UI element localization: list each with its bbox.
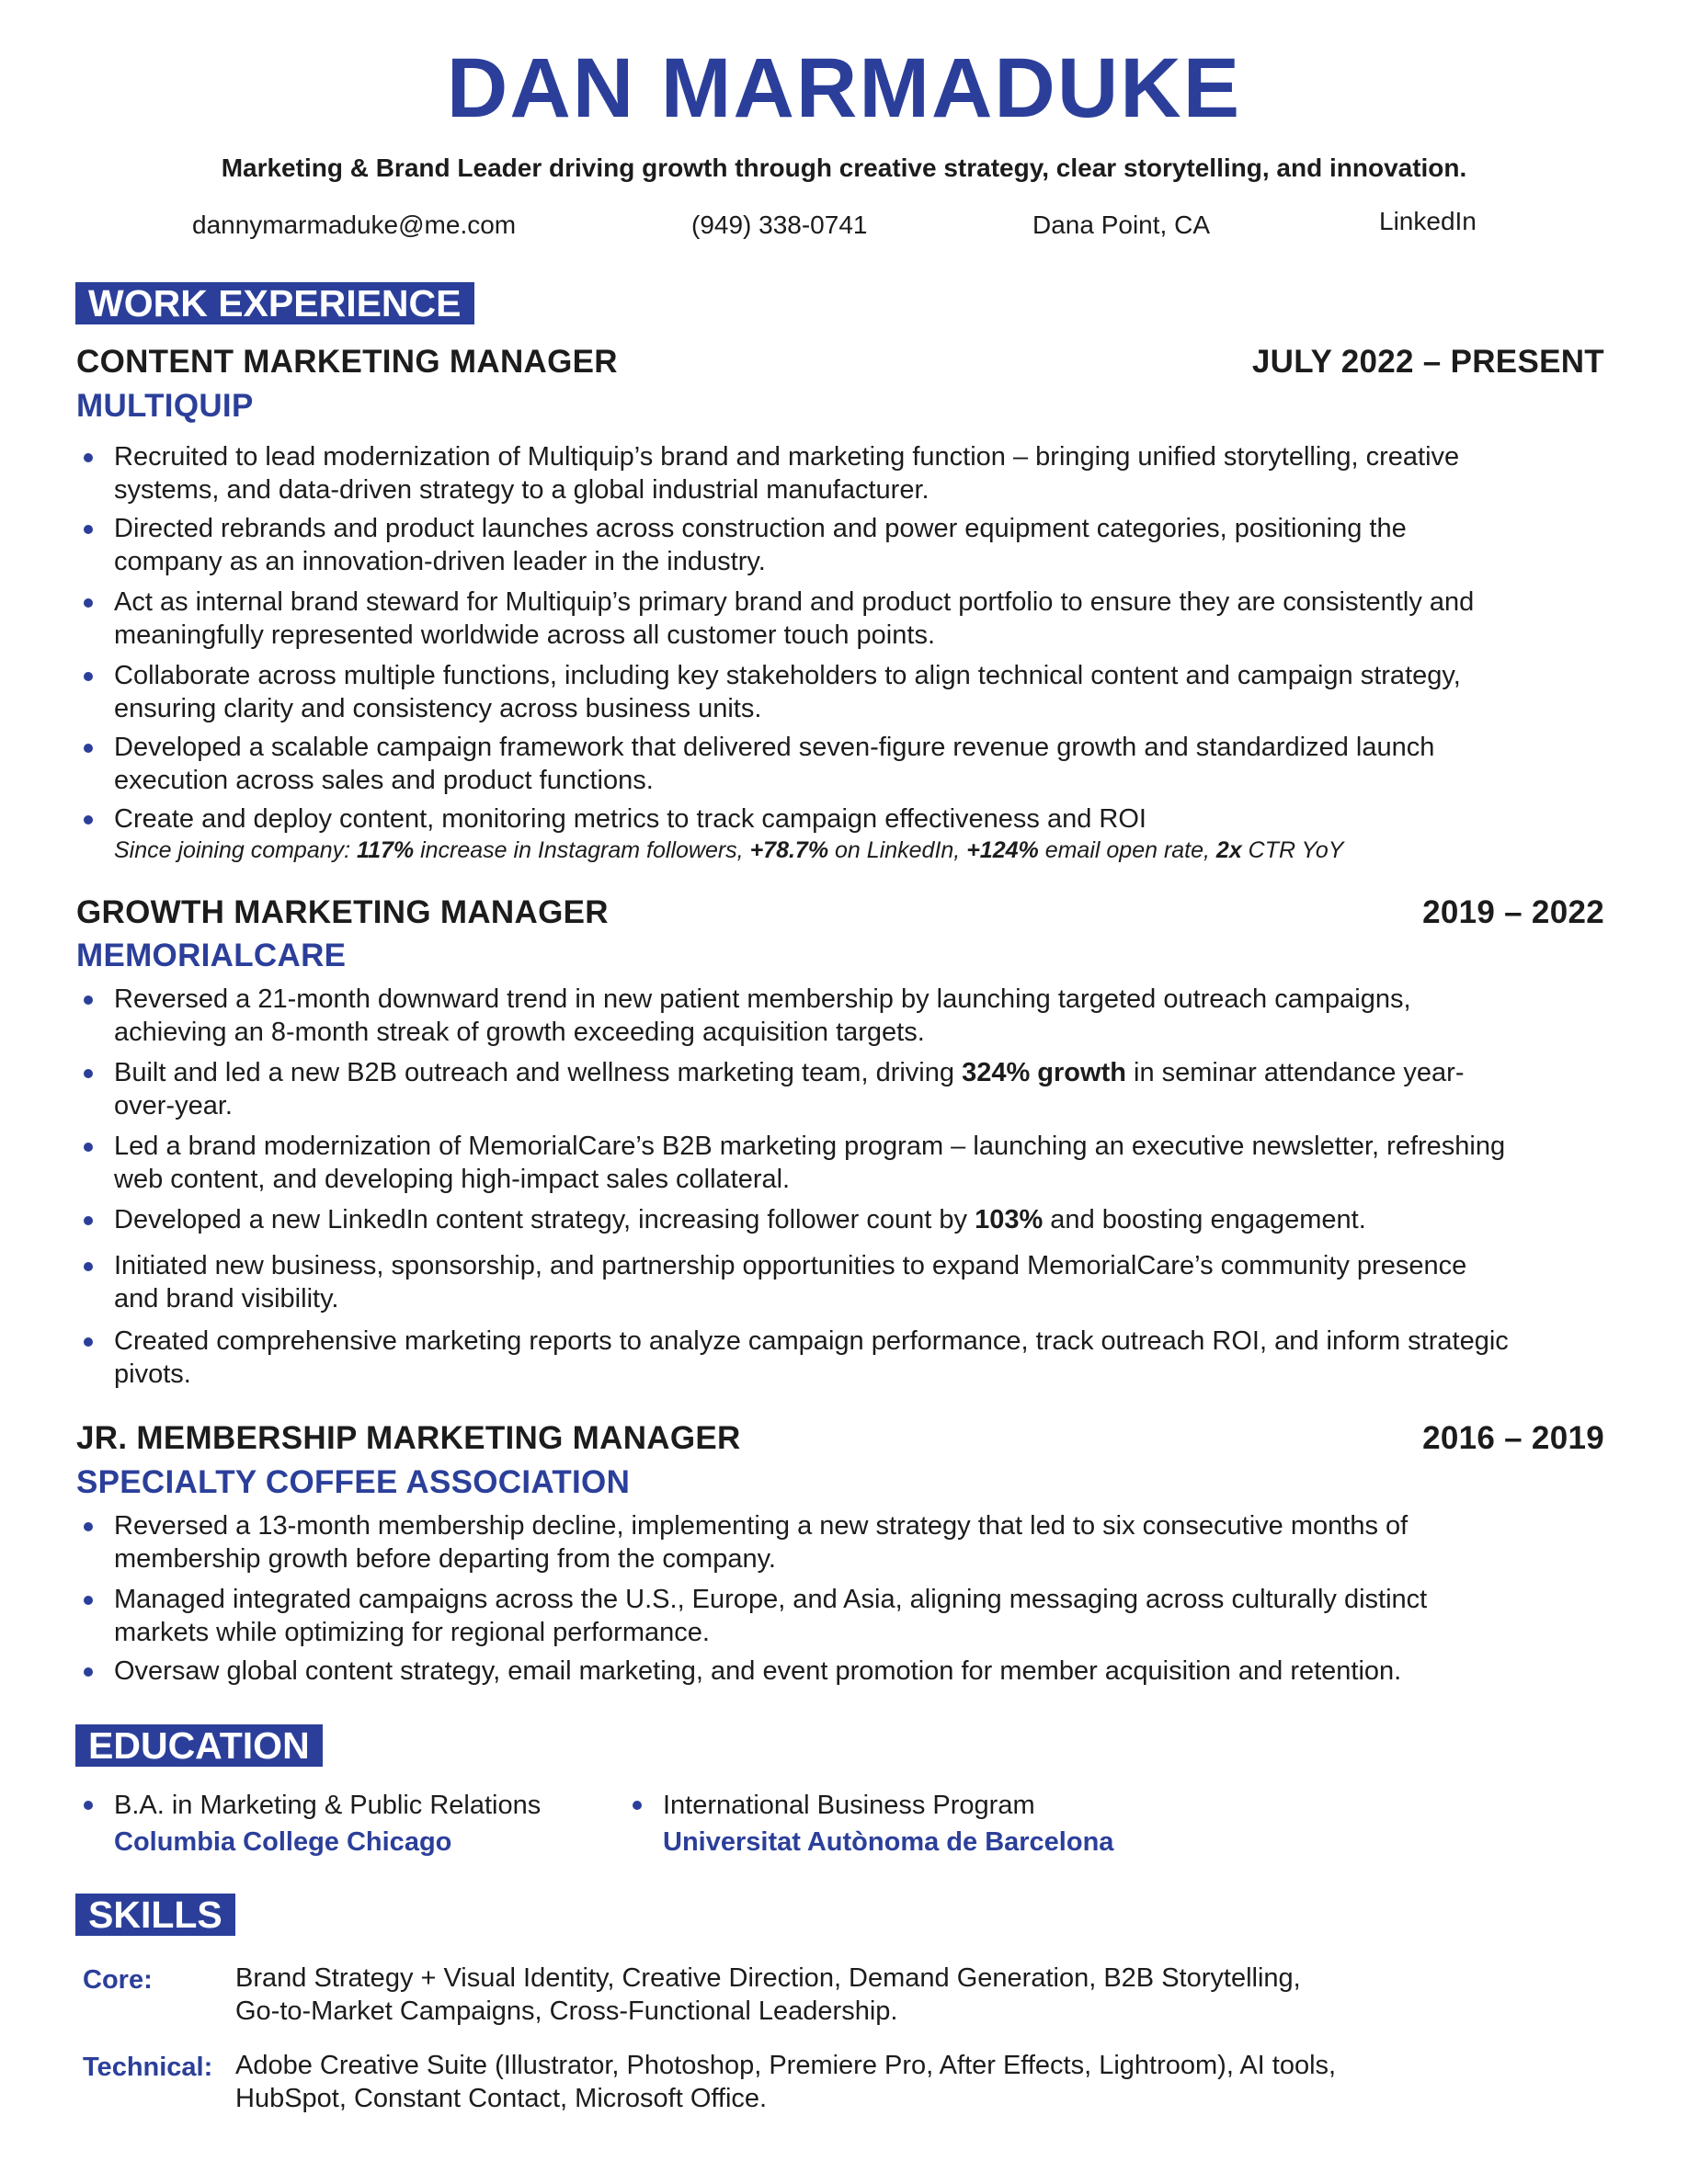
section-education: EDUCATION	[75, 1724, 323, 1767]
bullet-text: and boosting engagement.	[1043, 1205, 1366, 1234]
list-item: Reversed a 13-month membership decline, implementing a new strategy that led to six consecutive months of membership growth before departing from the company.	[114, 1509, 1511, 1575]
job-title: CONTENT MARKETING MANAGER	[76, 344, 618, 380]
job-title: JR. MEMBERSHIP MARKETING MANAGER	[76, 1420, 741, 1456]
metrics-text: CTR YoY	[1241, 837, 1344, 863]
list-item: Directed rebrands and product launches across construction and power equipment categories, positioning the company as an innovation-driven leader in the industry.	[114, 512, 1511, 578]
school: Columbia College Chicago	[114, 1827, 452, 1857]
list-item: Recruited to lead modernization of Multiquip’s brand and marketing function – bringing unified storytelling, creative systems, and data-driven strategy to a global industrial manufacturer.	[114, 440, 1511, 506]
job-dates: 2016 – 2019	[1422, 1420, 1604, 1456]
list-item: Developed a scalable campaign framework that delivered seven-figure revenue growth and standardized launch execution across sales and product functions.	[114, 731, 1511, 797]
section-skills: SKILLS	[75, 1894, 235, 1936]
bullet-text: Built and led a new B2B outreach and wellness marketing team, driving	[114, 1058, 963, 1087]
list-item: Created comprehensive marketing reports to analyze campaign performance, track outreach ROI, and inform strategic pivots.	[114, 1325, 1511, 1391]
contact-location: Dana Point, CA	[1032, 210, 1210, 239]
company-name: MULTIQUIP	[76, 388, 254, 424]
metrics-line	[114, 836, 1511, 865]
list-item: Reversed a 21-month downward trend in new patient membership by launching targeted outreach campaigns, achieving an 8-month streak of growth exceeding acquisition targets.	[114, 983, 1511, 1049]
job-dates: 2019 – 2022	[1422, 894, 1604, 930]
skill-text: Adobe Creative Suite (Illustrator, Photoshop, Premiere Pro, After Effects, Lightroom), AI tools, HubSpot, Constant Contact, Microsoft Office.	[235, 2051, 1337, 2113]
list-item: Create and deploy content, monitoring metrics to track campaign effectiveness and ROI	[114, 802, 1511, 836]
skill-label: Technical:	[83, 2053, 213, 2082]
bullet-highlight: 103%	[975, 1205, 1044, 1234]
degree: International Business Program	[663, 1791, 1035, 1820]
degree: B.A. in Marketing & Public Relations	[114, 1791, 542, 1820]
bullet-dot	[84, 1801, 93, 1810]
metrics-text: increase in Instagram followers,	[414, 837, 750, 863]
list-item: Act as internal brand steward for Multiquip’s primary brand and product portfolio to ensure they are consistently and meaningfully represented worldwide across all customer touch points.	[114, 586, 1511, 652]
contact-email[interactable]: dannymarmaduke@me.com	[192, 210, 517, 239]
list-item: Initiated new business, sponsorship, and partnership opportunities to expand MemorialCare’s community presence and brand visibility.	[114, 1249, 1511, 1315]
list-item: Collaborate across multiple functions, including key stakeholders to align technical content and campaign strategy, ensuring clarity and consistency across business units.	[114, 659, 1511, 725]
candidate-name: DAN MARMADUKE	[446, 41, 1242, 135]
metric-value: +78.7%	[749, 837, 829, 863]
school: Universitat Autònoma de Barcelona	[663, 1827, 1114, 1857]
list-item	[114, 1056, 1511, 1122]
education-item	[663, 1787, 1215, 1860]
metric-value: +124%	[966, 837, 1039, 863]
metric-value: 117%	[357, 837, 415, 863]
metrics-prefix: Since joining company:	[114, 837, 358, 863]
tagline: Marketing & Brand Leader driving growth through creative strategy, clear storytelling, and innovation.	[221, 154, 1467, 182]
bullet-text: in seminar attendance year-over-year.	[114, 1058, 1465, 1120]
list-item: Managed integrated campaigns across the U.S., Europe, and Asia, aligning messaging across culturally distinct markets while optimizing for regional performance.	[114, 1583, 1511, 1649]
education-item	[114, 1787, 592, 1860]
list-item	[114, 1203, 1511, 1236]
job-title: GROWTH MARKETING MANAGER	[76, 894, 609, 930]
bullet-text: Developed a new LinkedIn content strategy, increasing follower count by	[114, 1205, 975, 1234]
company-name: MEMORIALCARE	[76, 938, 347, 973]
section-work-experience: WORK EXPERIENCE	[75, 282, 474, 324]
metrics-text: email open rate,	[1038, 837, 1216, 863]
company-name: SPECIALTY COFFEE ASSOCIATION	[76, 1464, 631, 1500]
list-item: Led a brand modernization of MemorialCare’s B2B marketing program – launching an executive newsletter, refreshing web content, and developing high-impact sales collateral.	[114, 1130, 1511, 1196]
skill-text: Brand Strategy + Visual Identity, Creative Direction, Demand Generation, B2B Storytelling, Go-to-Market Campaigns, Cross-Functional Leadership.	[235, 1963, 1301, 2026]
metric-value: 2x	[1215, 837, 1242, 863]
contact-linkedin-link[interactable]: LinkedIn	[1379, 207, 1477, 235]
bullet-dot	[633, 1801, 642, 1810]
skill-label: Core:	[83, 1965, 153, 1995]
metrics-text: on LinkedIn,	[828, 837, 967, 863]
list-item: Oversaw global content strategy, email marketing, and event promotion for member acquisition and retention.	[114, 1655, 1511, 1688]
job-dates: JULY 2022 – PRESENT	[1251, 344, 1604, 380]
contact-phone[interactable]: (949) 338-0741	[691, 210, 868, 239]
bullet-highlight: 324% growth	[962, 1058, 1126, 1087]
